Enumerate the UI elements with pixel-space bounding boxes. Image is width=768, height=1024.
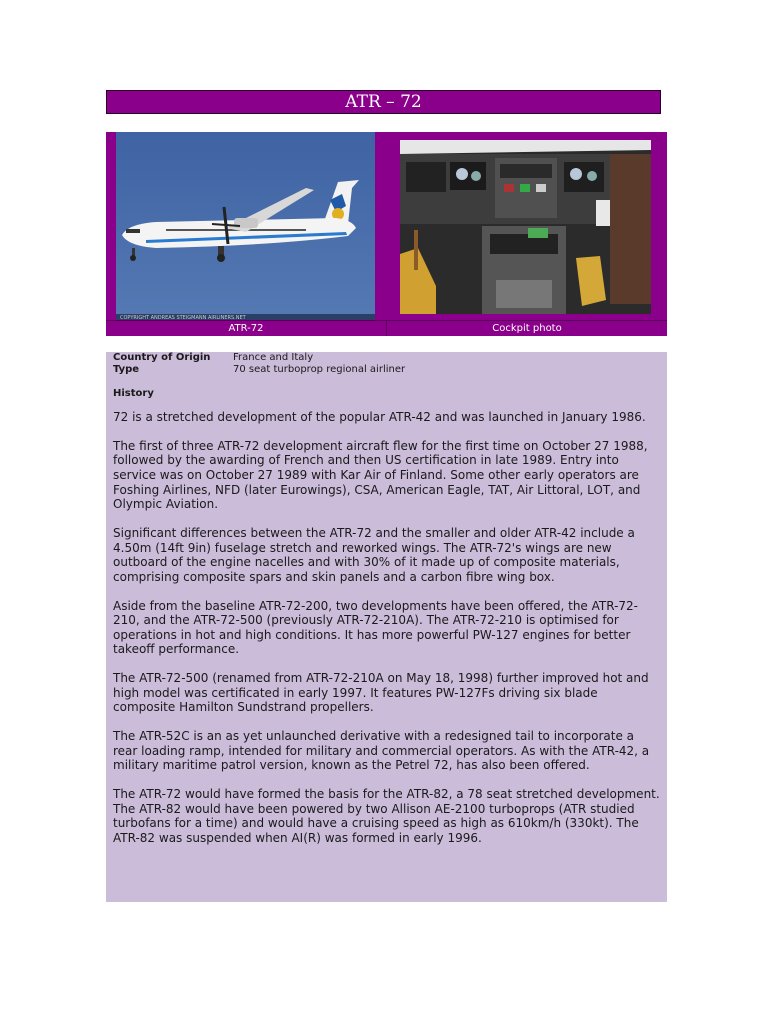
info-panel [106, 352, 667, 902]
photo-frame [106, 132, 667, 336]
history-paragraph: The ATR-52C is an as yet unlaunched derivative with a redesigned tail to incorporate a rear loading ramp, intended for military and commercial operators. As with the ATR-42, a military maritime patrol version, known as the Petrel 72, has also been offered. [113, 729, 650, 773]
origin-value: France and Italy [233, 352, 314, 363]
caption-row [106, 320, 667, 337]
history-paragraph: The first of three ATR-72 development aircraft flew for the first time on October 27 1988, followed by the awarding of French and then US certification in late 1989. Entry into service was on October 27 1989 with Kar Air of Finland. Some other early operators are Foshing Airlines, NFD (later Eurowings), CSA, American Eagle, TAT, Air Littoral, LOT, and Olympic Aviation. [113, 438, 648, 512]
aircraft-photo [116, 132, 375, 320]
cockpit-photo [400, 140, 651, 314]
history-paragraph: Significant differences between the ATR-72 and the smaller and older ATR-42 include a 4.50m (14ft 9in) fuselage stretch and reworked wings. The ATR-72's wings are new outboard of the engine nacelles and with 30% of it made up of composite materials, comprising composite spars and skin panels and a carbon fibre wing box. [113, 525, 635, 584]
origin-label: Country of Origin [113, 352, 211, 363]
page-title: ATR – 72 [106, 90, 661, 114]
aircraft-photo-caption: ATR-72 [106, 321, 387, 336]
history-heading: History [113, 388, 154, 399]
spec-table [113, 352, 405, 376]
cockpit-photo-caption: Cockpit photo [492, 323, 562, 334]
history-paragraph: 72 is a stretched development of the popular ATR-42 and was launched in January 1986. [113, 410, 646, 424]
history-paragraph: The ATR-72-500 (renamed from ATR-72-210A on May 18, 1998) further improved hot and high model was certificated in early 1997. It features PW-127Fs driving six blade composite Hamilton Sundstrand propellers. [113, 671, 649, 715]
history-paragraph: Aside from the baseline ATR-72-200, two developments have been offered, the ATR-72-210, and the ATR-72-500 (previously ATR-72-210A). The ATR-72-210 is optimised for operations in hot and high conditions. It has more powerful PW-127 engines for better takeoff performance. [113, 598, 639, 657]
type-value: 70 seat turboprop regional airliner [233, 364, 406, 375]
photo-credit: COPYRIGHT ANDREAS STEIGMANN AIRLINERS.NET [120, 315, 246, 320]
type-label: Type [113, 364, 140, 375]
type-row [113, 364, 405, 376]
history-text [113, 410, 661, 860]
history-paragraph: The ATR-72 would have formed the basis for the ATR-82, a 78 seat stretched development. The ATR-82 would have been powered by two Allison AE-2100 turboprops (ATR studied turbofans for a time) and would have a cruising speed as high as 610km/h (330kt). The ATR-82 was suspended when AI(R) was formed in early 1996. [113, 787, 660, 845]
origin-row [113, 352, 405, 364]
